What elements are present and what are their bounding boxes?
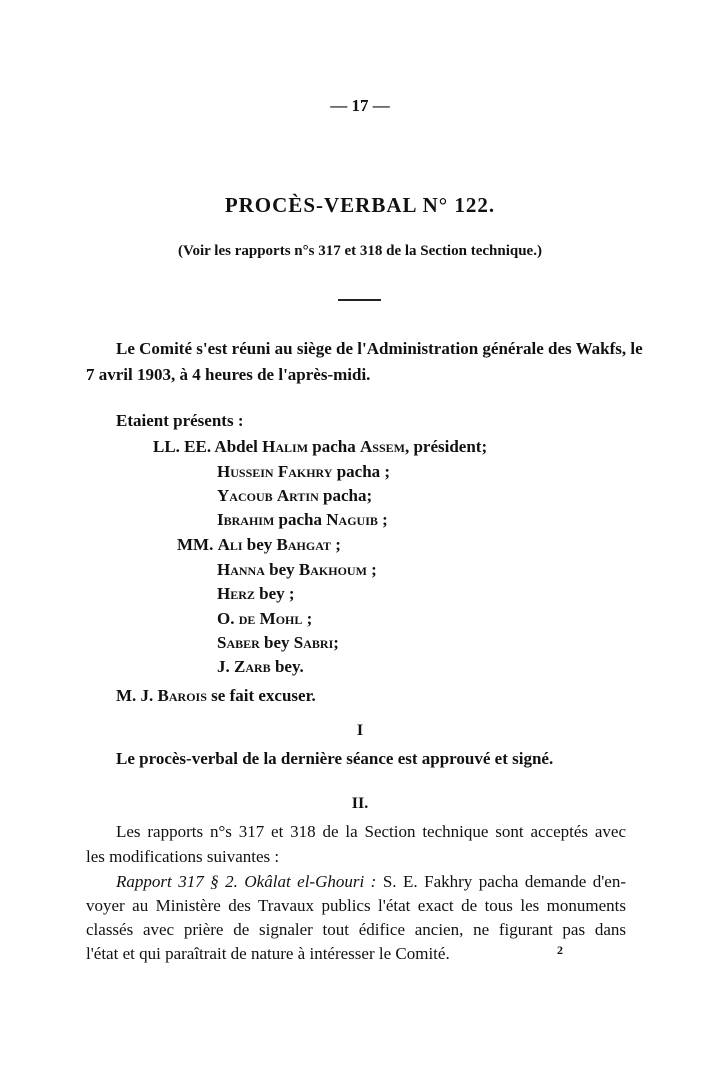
intro-line-1: Le Comité s'est réuni au siège de l'Administration générale des Wakfs, le <box>116 339 643 358</box>
section-1-text: Le procès-verbal de la dernière séance est approuvé et signé. <box>116 749 554 768</box>
excused-line: M. J. Barois se fait excuser. <box>116 686 316 705</box>
attendee-line-5: MM. Ali bey Bahgat ; <box>177 535 341 554</box>
intro-line-2: 7 avril 1903, à 4 heures de l'après-midi. <box>86 365 371 384</box>
attendee-line-3: Yacoub Artin pacha; <box>217 486 373 505</box>
section-2-line-2: les modifications suivantes : <box>86 847 280 866</box>
attendee-line-7: Herz bey ; <box>217 584 295 603</box>
section-heading-1: I <box>356 722 364 739</box>
section-heading-2: II. <box>351 795 369 812</box>
page-number: — 17 — <box>330 96 390 115</box>
divider-rule <box>338 299 381 301</box>
section-2-line-4: voyer au Ministère des Travaux publics l'état exact de tous les monuments <box>86 896 626 915</box>
signature-mark: 2 <box>557 943 563 957</box>
subtitle-reference: (Voir les rapports n°s 317 et 318 de la Section technique.) <box>178 243 542 259</box>
attendee-line-2: Hussein Fakhry pacha ; <box>217 462 391 481</box>
section-2-line-1: Les rapports n°s 317 et 318 de la Section technique sont acceptés avec <box>116 822 626 841</box>
attendee-line-4: Ibrahim pacha Naguib ; <box>217 510 388 529</box>
attendee-line-9: Saber bey Sabri; <box>217 633 339 652</box>
presents-heading: Etaient présents : <box>116 411 244 430</box>
attendee-line-8: O. de Mohl ; <box>217 609 313 628</box>
attendee-line-10: J. Zarb bey. <box>217 657 304 676</box>
section-2-line-3: Rapport 317 § 2. Okâlat el-Ghouri : S. E. Fakhry pacha demande d'en- <box>116 872 626 891</box>
attendee-line-6: Hanna bey Bakhoum ; <box>217 560 377 579</box>
section-2-line-6: l'état et qui paraîtrait de nature à intéresser le Comité. <box>86 944 450 963</box>
section-2-line-5: classés avec prière de signaler tout édifice ancien, ne figurant pas dans <box>86 920 626 939</box>
page-title: PROCÈS-VERBAL N° 122. <box>224 193 496 217</box>
attendee-line-1: LL. EE. Abdel Halim pacha Assem, président; <box>153 437 488 456</box>
